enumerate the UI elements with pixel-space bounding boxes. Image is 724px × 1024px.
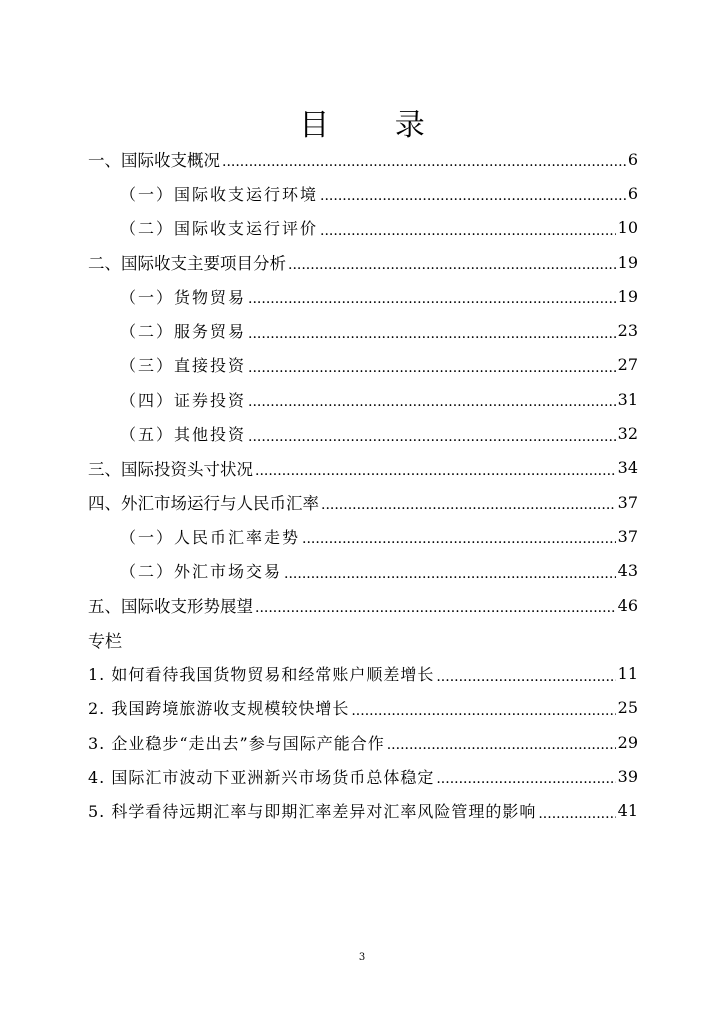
- column-page-number: 25: [617, 698, 638, 718]
- toc-leader-dots: [320, 223, 616, 239]
- toc-page-number: 46: [617, 595, 638, 615]
- columns-heading: 专栏: [88, 631, 122, 652]
- toc-leader-dots: [248, 291, 616, 307]
- column-entry[interactable]: [88, 759, 638, 793]
- column-page-number: 39: [617, 766, 638, 786]
- toc-entry[interactable]: [88, 451, 638, 485]
- toc-entry[interactable]: [88, 176, 638, 210]
- toc-entry-text: （一）货物贸易: [120, 287, 247, 307]
- toc-entry[interactable]: [88, 485, 638, 519]
- toc-entry[interactable]: [88, 588, 638, 622]
- page-title: 目 录: [299, 108, 453, 143]
- toc-entry[interactable]: [88, 142, 638, 176]
- toc-leader-dots: [255, 463, 616, 479]
- toc-leader-dots: [284, 566, 616, 582]
- toc-leader-dots: [538, 806, 615, 822]
- toc-entry[interactable]: [88, 416, 638, 450]
- toc-leader-dots: [248, 429, 616, 445]
- toc-entry-text: （一）国际收支运行环境: [120, 184, 319, 204]
- column-page-number: 41: [617, 801, 638, 821]
- toc-leader-dots: [436, 771, 615, 787]
- toc-entry[interactable]: [88, 313, 638, 347]
- column-entry[interactable]: [88, 656, 638, 690]
- toc-entry-text: 四、外汇市场运行与人民币汇率: [88, 494, 319, 514]
- toc-leader-dots: [222, 154, 626, 170]
- column-page-number: 11: [617, 664, 638, 684]
- toc-entry-text: （三）直接投资: [120, 356, 247, 376]
- toc-leader-dots: [351, 703, 615, 719]
- toc-entry-text: （五）其他投资: [120, 425, 247, 445]
- toc-page-number: 34: [617, 458, 638, 478]
- column-entry-text: 3. 企业稳步“走出去”参与国际产能合作: [88, 733, 385, 753]
- toc-page-number: 19: [617, 252, 638, 272]
- toc-page-number: 31: [617, 389, 638, 409]
- toc-page-number: 37: [617, 526, 638, 546]
- toc-entry-text: （二）服务贸易: [120, 322, 247, 342]
- table-of-contents: [88, 142, 638, 828]
- toc-page-number: 43: [617, 561, 638, 581]
- column-entry[interactable]: [88, 691, 638, 725]
- footer-page-number: 3: [358, 952, 366, 963]
- toc-leader-dots: [302, 531, 616, 547]
- toc-entry-text: （二）国际收支运行评价: [120, 219, 319, 239]
- toc-entry-text: 一、国际收支概况: [88, 151, 220, 171]
- toc-leader-dots: [321, 497, 616, 513]
- toc-entry-text: （一）人民币汇率走势: [120, 527, 301, 547]
- toc-entry[interactable]: [88, 211, 638, 245]
- toc-page-number: 23: [617, 321, 638, 341]
- column-entry[interactable]: [88, 794, 638, 828]
- toc-entry[interactable]: [88, 519, 638, 553]
- toc-leader-dots: [320, 188, 626, 204]
- toc-entry-text: 三、国际投资头寸状况: [88, 459, 253, 479]
- column-entry-text: 1. 如何看待我国货物贸易和经常账户顺差增长: [88, 665, 435, 685]
- toc-leader-dots: [248, 326, 616, 342]
- toc-entry-text: （二）外汇市场交易: [120, 562, 283, 582]
- column-entry-text: 5. 科学看待远期汇率与即期汇率差异对汇率风险管理的影响: [88, 802, 537, 822]
- toc-entry[interactable]: [88, 245, 638, 279]
- toc-leader-dots: [255, 600, 616, 616]
- toc-entry[interactable]: [88, 382, 638, 416]
- toc-entry-text: 五、国际收支形势展望: [88, 597, 253, 616]
- toc-entry[interactable]: [88, 348, 638, 382]
- toc-leader-dots: [288, 257, 616, 273]
- column-page-number: 29: [617, 732, 638, 752]
- toc-leader-dots: [248, 360, 616, 376]
- toc-entry-text: （四）证券投资: [120, 390, 247, 410]
- column-entry-text: 4. 国际汇市波动下亚洲新兴市场货币总体稳定: [88, 767, 435, 787]
- toc-leader-dots: [387, 737, 616, 753]
- toc-page-number: 19: [617, 286, 638, 306]
- column-entry-text: 2. 我国跨境旅游收支规模较快增长: [88, 699, 350, 719]
- toc-page-number: 32: [617, 424, 638, 444]
- toc-leader-dots: [436, 669, 615, 685]
- toc-page-number: 6: [627, 183, 638, 203]
- toc-entry-text: 二、国际收支主要项目分析: [88, 254, 286, 274]
- toc-leader-dots: [248, 394, 616, 410]
- toc-page-number: 6: [627, 149, 638, 169]
- toc-entry[interactable]: [88, 554, 638, 588]
- toc-page-number: 37: [617, 492, 638, 512]
- column-entry[interactable]: [88, 725, 638, 759]
- toc-page-number: 10: [617, 218, 638, 238]
- toc-entry[interactable]: [88, 279, 638, 313]
- toc-page-number: 27: [617, 355, 638, 375]
